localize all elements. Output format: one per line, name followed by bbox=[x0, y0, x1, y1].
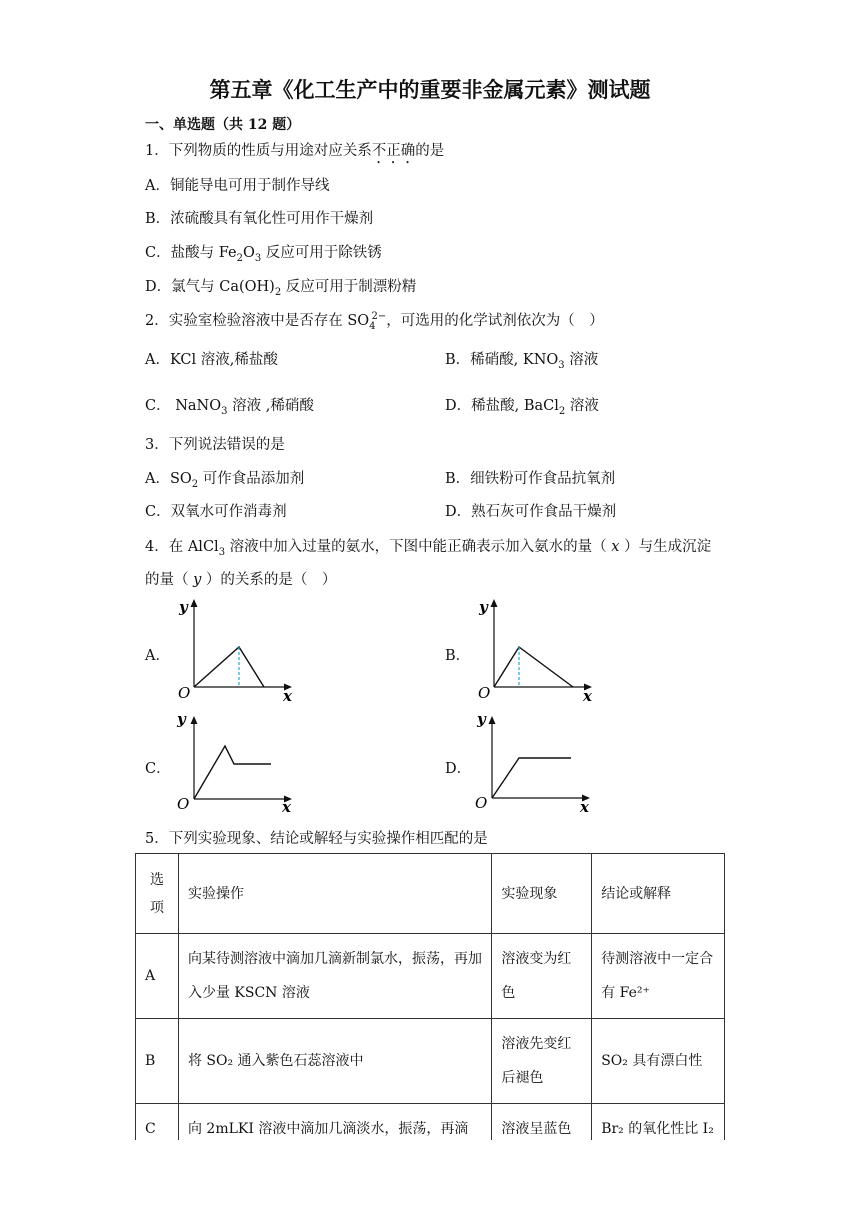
graph-b-x-label: x bbox=[583, 687, 592, 705]
q1-option-d: D．氯气与 $Ca(OH)_2$ 反应可用于制漂粉精 bbox=[145, 279, 417, 298]
q1-option-c: C．盐酸与 $Fe_2O_3$ 反应可用于除铁锈 bbox=[145, 245, 382, 264]
q1-emphasis: 不正确 bbox=[371, 143, 416, 159]
q1-d-end: 反应可用于制漂粉精 bbox=[281, 279, 417, 295]
q4-stem-text: 4．在 AlCl bbox=[145, 539, 219, 555]
header-operation: 实验操作 bbox=[178, 854, 491, 934]
q2-option-a: A．KCl 溶液,稀盐酸 bbox=[145, 352, 278, 368]
q1-stem-text: 1．下列物质的性质与用途对应关系 bbox=[145, 143, 372, 159]
page-title: 第五章《化工生产中的重要非金属元素》测试题 bbox=[209, 77, 651, 102]
q1-c-text: C．盐酸与 Fe bbox=[145, 245, 237, 261]
experiment-table bbox=[135, 853, 725, 1155]
row-c-conclusion: Br₂ 的氧化性比 I₂ bbox=[592, 1104, 725, 1155]
q3-option-a: A．$SO_2$ 可作食品添加剂 bbox=[145, 471, 305, 490]
graph-d bbox=[470, 706, 600, 816]
q1-c-end: 反应可用于除铁锈 bbox=[261, 245, 382, 261]
row-c-operation: 向 2mLKI 溶液中滴加几滴淡水，振荡，再滴 bbox=[178, 1104, 491, 1155]
graph-d-y-label: y bbox=[477, 710, 486, 728]
row-a-operation: 向某待测溶液中滴加几滴新制氯水，振荡，再加入少量 KSCN 溶液 bbox=[178, 934, 491, 1019]
q4-var-x: x bbox=[611, 539, 620, 555]
q3-option-c: C．双氧水可作消毒剂 bbox=[145, 504, 287, 520]
row-a-phenomenon: 溶液变为红色 bbox=[492, 934, 592, 1019]
table-row bbox=[136, 1019, 725, 1104]
q3-a-end: 可作食品添加剂 bbox=[198, 471, 305, 487]
graph-b-origin: O bbox=[478, 684, 491, 702]
row-a-option: A bbox=[136, 934, 179, 1019]
header-phenomenon: 实验现象 bbox=[492, 854, 592, 934]
q2-d-end: 溶液 bbox=[565, 398, 599, 414]
graph-b bbox=[470, 595, 600, 705]
question-5-stem: 5．下列实验现象、结论或解轻与实验操作相匹配的是 bbox=[145, 831, 488, 847]
graph-c-x-label: x bbox=[282, 798, 291, 816]
q3-option-b: B．细铁粉可作食品抗氧剂 bbox=[445, 471, 616, 487]
table-row bbox=[136, 934, 725, 1019]
question-4-stem-line1: 4．在 AlCl$_3$ 溶液中加入过量的氨水，下图中能正确表示加入氨水的量（ x ）与生成沉淀 bbox=[145, 539, 712, 558]
q4-label-b: B． bbox=[445, 648, 471, 664]
page-bottom-margin bbox=[0, 1140, 860, 1216]
row-b-operation: 将 SO₂ 通入紫色石蕊溶液中 bbox=[178, 1019, 491, 1104]
section-heading: 一、单选题（共 12 题） bbox=[145, 117, 301, 133]
row-b-option: B bbox=[136, 1019, 179, 1104]
row-a-conclusion: 待测溶液中一定合有 Fe²⁺ bbox=[592, 934, 725, 1019]
q4-stem-mid: 溶液中加入过量的氨水，下图中能正确表示加入氨水的量（ bbox=[225, 539, 612, 555]
q3-option-d: D．熟石灰可作食品干燥剂 bbox=[445, 504, 617, 520]
row-b-phenomenon: 溶液先变红后褪色 bbox=[492, 1019, 592, 1104]
q2-d-text: D．稀盐酸, BaCl bbox=[445, 398, 559, 414]
graph-b-y-label: y bbox=[479, 598, 488, 616]
graph-d-origin: O bbox=[475, 794, 488, 812]
header-option bbox=[136, 854, 179, 934]
q4-stem2-end: ）的关系的是（ ） bbox=[201, 572, 337, 588]
question-1-stem bbox=[145, 139, 444, 167]
q4-stem-end: ）与生成沉淀 bbox=[619, 539, 712, 555]
q4-label-c: C． bbox=[145, 761, 171, 777]
graph-d-x-label: x bbox=[580, 798, 589, 816]
q2-option-b: B．稀硝酸, $KNO_3$ 溶液 bbox=[445, 352, 599, 371]
graph-a-origin: O bbox=[178, 684, 191, 702]
row-c-phenomenon: 溶液呈蓝色 bbox=[492, 1104, 592, 1155]
question-3-stem: 3．下列说法错误的是 bbox=[145, 437, 285, 453]
q2-stem-text: 2．实验室检验溶液中是否存在 SO bbox=[145, 313, 370, 329]
q4-label-d: D． bbox=[445, 761, 472, 777]
graph-c bbox=[170, 706, 300, 816]
q1-stem-end: 的是 bbox=[415, 143, 445, 159]
graph-c-origin: O bbox=[177, 795, 190, 813]
question-4-stem-line2 bbox=[145, 568, 336, 589]
header-conclusion: 结论或解释 bbox=[592, 854, 725, 934]
graph-a-y-label: y bbox=[179, 598, 188, 616]
q2-option-c: C． NaNO$_3$ 溶液 ,稀硝酸 bbox=[145, 398, 314, 417]
graph-a-x-label: x bbox=[283, 687, 292, 705]
q1-option-b: B．浓硫酸具有氧化性可用作干燥剂 bbox=[145, 211, 374, 227]
q3-a-text: A．SO bbox=[145, 471, 192, 487]
row-c-option: C bbox=[136, 1104, 179, 1155]
q2-b-end: 溶液 bbox=[564, 352, 599, 368]
q2-c-end: 溶液 ,稀硝酸 bbox=[227, 398, 314, 414]
q4-var-y: y bbox=[193, 572, 202, 588]
q2-c-text: C． NaNO bbox=[145, 398, 222, 414]
table-header-row bbox=[136, 854, 725, 934]
header-option-text: 选项 bbox=[149, 871, 164, 916]
q4-label-a: A． bbox=[145, 648, 170, 664]
q2-stem-end: ，可选用的化学试剂依次为（ ） bbox=[386, 313, 604, 329]
q2-option-d: D．稀盐酸, BaCl$_2$ 溶液 bbox=[445, 398, 599, 417]
q1-option-a: A．铜能导电可用于制作导线 bbox=[145, 178, 330, 194]
q2-b-text: B．稀硝酸, KNO bbox=[445, 352, 559, 368]
question-2-stem: 2．实验室检验溶液中是否存在 $SO_4^{2-}$，可选用的化学试剂依次为（ ） bbox=[145, 311, 604, 332]
q1-d-text: D．氯气与 Ca(OH) bbox=[145, 279, 275, 295]
row-b-conclusion: SO₂ 具有漂白性 bbox=[592, 1019, 725, 1104]
q4-stem2-text: 的量（ bbox=[145, 572, 194, 588]
graph-c-y-label: y bbox=[177, 710, 186, 728]
graph-a bbox=[170, 595, 300, 705]
